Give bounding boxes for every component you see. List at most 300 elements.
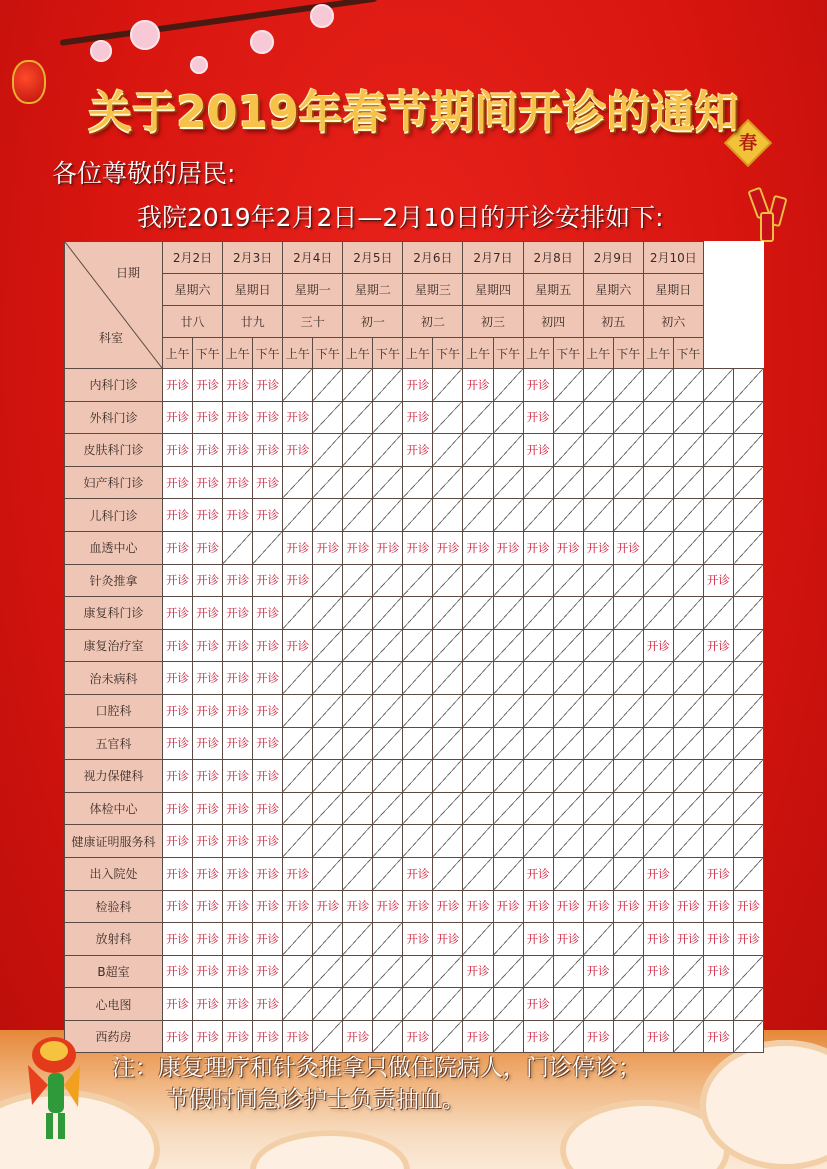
slot-open xyxy=(523,1020,553,1053)
slot-open xyxy=(193,597,223,630)
slot-closed xyxy=(613,955,643,988)
open-label: 开诊 xyxy=(226,475,250,490)
slot-closed xyxy=(703,597,733,630)
slot-closed xyxy=(433,662,463,695)
open-label: 开诊 xyxy=(256,703,280,718)
open-label: 开诊 xyxy=(616,899,640,914)
open-label: 开诊 xyxy=(226,801,250,816)
slot-open xyxy=(463,890,493,923)
table-row xyxy=(65,1020,764,1053)
slot-open xyxy=(373,890,403,923)
header-date: 2月3日 xyxy=(223,242,283,274)
open-label: 开诊 xyxy=(586,899,610,914)
slot-closed xyxy=(643,434,673,467)
slot-closed xyxy=(673,629,703,662)
slot-closed xyxy=(673,466,703,499)
header-date: 2月7日 xyxy=(463,242,523,274)
slot-closed xyxy=(553,825,583,858)
slot-closed xyxy=(643,662,673,695)
plum-flower-icon xyxy=(310,4,334,28)
slot-closed xyxy=(643,597,673,630)
table-row xyxy=(65,401,764,434)
table-row xyxy=(65,890,764,923)
table-row xyxy=(65,825,764,858)
slot-closed xyxy=(403,564,433,597)
slot-open xyxy=(193,499,223,532)
header-am: 上午 xyxy=(463,338,493,369)
slot-closed xyxy=(553,434,583,467)
slot-open xyxy=(343,531,373,564)
slot-closed xyxy=(493,727,523,760)
slot-closed xyxy=(343,694,373,727)
slot-closed xyxy=(283,955,313,988)
slot-open xyxy=(253,466,283,499)
slot-open xyxy=(193,662,223,695)
slot-closed xyxy=(643,531,673,564)
slot-closed xyxy=(583,857,613,890)
table-row xyxy=(65,564,764,597)
slot-closed xyxy=(403,792,433,825)
slot-closed xyxy=(703,727,733,760)
slot-closed xyxy=(493,466,523,499)
slot-closed xyxy=(583,923,613,956)
slot-closed xyxy=(553,792,583,825)
header-date: 2月2日 xyxy=(163,242,223,274)
department-name: 五官科 xyxy=(65,727,163,760)
slot-open xyxy=(463,955,493,988)
slot-closed xyxy=(733,662,763,695)
slot-closed xyxy=(733,531,763,564)
slot-closed xyxy=(673,369,703,402)
slot-open xyxy=(223,466,253,499)
open-label: 开诊 xyxy=(706,899,730,914)
slot-open xyxy=(223,760,253,793)
open-label: 开诊 xyxy=(526,377,550,392)
slot-closed xyxy=(613,1020,643,1053)
open-label: 开诊 xyxy=(256,1029,280,1044)
slot-closed xyxy=(703,466,733,499)
open-label: 开诊 xyxy=(286,866,310,881)
slot-closed xyxy=(283,694,313,727)
slot-open xyxy=(283,401,313,434)
slot-closed xyxy=(733,825,763,858)
header-date: 2月5日 xyxy=(343,242,403,274)
open-label: 开诊 xyxy=(526,899,550,914)
slot-open xyxy=(493,890,523,923)
slot-closed xyxy=(403,955,433,988)
table-row xyxy=(65,694,764,727)
slot-closed xyxy=(343,792,373,825)
open-label: 开诊 xyxy=(166,605,190,620)
department-name: 血透中心 xyxy=(65,531,163,564)
open-label: 开诊 xyxy=(166,442,190,457)
slot-closed xyxy=(313,434,343,467)
slot-open xyxy=(253,792,283,825)
open-label: 开诊 xyxy=(406,540,430,555)
slot-closed xyxy=(733,857,763,890)
slot-open xyxy=(313,890,343,923)
slot-open xyxy=(193,760,223,793)
slot-open xyxy=(283,564,313,597)
open-label: 开诊 xyxy=(196,638,220,653)
open-label: 开诊 xyxy=(196,703,220,718)
open-label: 开诊 xyxy=(256,573,280,588)
slot-open xyxy=(223,955,253,988)
open-label: 开诊 xyxy=(256,638,280,653)
slot-closed xyxy=(643,988,673,1021)
open-label: 开诊 xyxy=(556,931,580,946)
open-label: 开诊 xyxy=(316,899,340,914)
slot-closed xyxy=(703,792,733,825)
slot-closed xyxy=(343,369,373,402)
open-label: 开诊 xyxy=(166,736,190,751)
slot-closed xyxy=(553,564,583,597)
slot-open xyxy=(193,727,223,760)
slot-closed xyxy=(313,1020,343,1053)
slot-closed xyxy=(613,499,643,532)
table-row xyxy=(65,923,764,956)
slot-open xyxy=(253,369,283,402)
open-label: 开诊 xyxy=(226,508,250,523)
slot-closed xyxy=(553,662,583,695)
slot-open xyxy=(283,890,313,923)
slot-closed xyxy=(553,597,583,630)
slot-closed xyxy=(733,792,763,825)
slot-closed xyxy=(433,857,463,890)
slot-open xyxy=(403,923,433,956)
open-label: 开诊 xyxy=(406,866,430,881)
slot-open xyxy=(223,727,253,760)
slot-closed xyxy=(313,597,343,630)
open-label: 开诊 xyxy=(676,899,700,914)
open-label: 开诊 xyxy=(646,1029,670,1044)
header-date: 2月9日 xyxy=(583,242,643,274)
slot-closed xyxy=(613,369,643,402)
slot-open xyxy=(403,401,433,434)
slot-open xyxy=(613,890,643,923)
open-label: 开诊 xyxy=(226,573,250,588)
open-label: 开诊 xyxy=(706,964,730,979)
slot-closed xyxy=(403,629,433,662)
slot-closed xyxy=(703,401,733,434)
slot-closed xyxy=(313,923,343,956)
open-label: 开诊 xyxy=(166,573,190,588)
slot-closed xyxy=(433,466,463,499)
slot-open xyxy=(193,923,223,956)
slot-open xyxy=(193,564,223,597)
slot-closed xyxy=(313,760,343,793)
slot-closed xyxy=(583,466,613,499)
open-label: 开诊 xyxy=(166,997,190,1012)
header-am: 上午 xyxy=(283,338,313,369)
slot-closed xyxy=(433,988,463,1021)
open-label: 开诊 xyxy=(436,540,460,555)
slot-closed xyxy=(343,499,373,532)
department-name: 心电图 xyxy=(65,988,163,1021)
slot-closed xyxy=(553,369,583,402)
slot-closed xyxy=(343,662,373,695)
slot-closed xyxy=(493,369,523,402)
slot-open xyxy=(223,401,253,434)
slot-closed xyxy=(463,662,493,695)
slot-closed xyxy=(433,792,463,825)
slot-closed xyxy=(583,727,613,760)
slot-open xyxy=(703,1020,733,1053)
slot-closed xyxy=(523,466,553,499)
slot-open xyxy=(253,1020,283,1053)
department-name: 皮肤科门诊 xyxy=(65,434,163,467)
slot-open xyxy=(703,564,733,597)
department-name: 视力保健科 xyxy=(65,760,163,793)
slot-closed xyxy=(523,792,553,825)
open-label: 开诊 xyxy=(166,508,190,523)
open-label: 开诊 xyxy=(226,768,250,783)
slot-open xyxy=(283,531,313,564)
open-label: 开诊 xyxy=(286,1029,310,1044)
slot-open xyxy=(223,662,253,695)
open-label: 开诊 xyxy=(256,801,280,816)
slot-closed xyxy=(613,792,643,825)
slot-open xyxy=(403,434,433,467)
department-name: 体检中心 xyxy=(65,792,163,825)
open-label: 开诊 xyxy=(226,442,250,457)
slot-open xyxy=(583,1020,613,1053)
slot-closed xyxy=(523,597,553,630)
slot-closed xyxy=(583,499,613,532)
slot-closed xyxy=(493,760,523,793)
header-lunar-date: 初四 xyxy=(523,306,583,338)
open-label: 开诊 xyxy=(226,671,250,686)
slot-closed xyxy=(493,988,523,1021)
slot-closed xyxy=(313,727,343,760)
department-name: 西药房 xyxy=(65,1020,163,1053)
slot-open xyxy=(583,955,613,988)
slot-closed xyxy=(403,760,433,793)
slot-closed xyxy=(703,825,733,858)
slot-closed xyxy=(553,857,583,890)
open-label: 开诊 xyxy=(256,605,280,620)
slot-closed xyxy=(343,727,373,760)
slot-open xyxy=(163,694,193,727)
slot-open xyxy=(643,857,673,890)
open-label: 开诊 xyxy=(466,377,490,392)
slot-open xyxy=(163,499,193,532)
open-label: 开诊 xyxy=(196,573,220,588)
slot-open xyxy=(673,923,703,956)
slot-closed xyxy=(343,564,373,597)
slot-open xyxy=(193,531,223,564)
slot-closed xyxy=(313,369,343,402)
slot-open xyxy=(403,1020,433,1053)
slot-closed xyxy=(523,629,553,662)
slot-open xyxy=(253,825,283,858)
slot-closed xyxy=(673,662,703,695)
slot-closed xyxy=(673,1020,703,1053)
slot-closed xyxy=(733,369,763,402)
header-am: 上午 xyxy=(583,338,613,369)
slot-open xyxy=(163,1020,193,1053)
slot-closed xyxy=(673,434,703,467)
slot-closed xyxy=(733,760,763,793)
open-label: 开诊 xyxy=(196,1029,220,1044)
slot-closed xyxy=(283,792,313,825)
slot-open xyxy=(523,434,553,467)
open-label: 开诊 xyxy=(496,899,520,914)
department-name: 外科门诊 xyxy=(65,401,163,434)
poster-title: 关于2019年春节期间开诊的通知 xyxy=(88,87,739,138)
slot-open xyxy=(193,1020,223,1053)
open-label: 开诊 xyxy=(226,410,250,425)
slot-open xyxy=(493,531,523,564)
slot-closed xyxy=(493,597,523,630)
open-label: 开诊 xyxy=(286,442,310,457)
open-label: 开诊 xyxy=(286,638,310,653)
slot-open xyxy=(433,923,463,956)
table-row xyxy=(65,988,764,1021)
plum-flower-icon xyxy=(250,30,274,54)
slot-closed xyxy=(493,857,523,890)
open-label: 开诊 xyxy=(166,899,190,914)
header-am: 上午 xyxy=(403,338,433,369)
open-label: 开诊 xyxy=(556,540,580,555)
slot-closed xyxy=(493,792,523,825)
header-weekday: 星期一 xyxy=(283,274,343,306)
slot-closed xyxy=(733,597,763,630)
open-label: 开诊 xyxy=(526,931,550,946)
slot-closed xyxy=(493,825,523,858)
open-label: 开诊 xyxy=(346,540,370,555)
slot-open xyxy=(253,499,283,532)
open-label: 开诊 xyxy=(526,997,550,1012)
slot-open xyxy=(163,401,193,434)
slot-closed xyxy=(493,955,523,988)
slot-closed xyxy=(403,597,433,630)
slot-closed xyxy=(673,564,703,597)
open-label: 开诊 xyxy=(256,736,280,751)
open-label: 开诊 xyxy=(256,377,280,392)
department-name: 康复科门诊 xyxy=(65,597,163,630)
slot-closed xyxy=(463,401,493,434)
slot-open xyxy=(163,629,193,662)
slot-closed xyxy=(703,434,733,467)
open-label: 开诊 xyxy=(166,964,190,979)
header-lunar-date: 初一 xyxy=(343,306,403,338)
corner-dept-label: 科室 xyxy=(99,331,124,345)
table-row xyxy=(65,597,764,630)
open-label: 开诊 xyxy=(736,931,760,946)
header-pm: 下午 xyxy=(673,338,703,369)
slot-closed xyxy=(523,760,553,793)
open-label: 开诊 xyxy=(166,768,190,783)
open-label: 开诊 xyxy=(256,997,280,1012)
open-label: 开诊 xyxy=(436,899,460,914)
open-label: 开诊 xyxy=(256,671,280,686)
slot-open xyxy=(163,760,193,793)
header-weekday: 星期三 xyxy=(403,274,463,306)
slot-closed xyxy=(733,988,763,1021)
slot-open xyxy=(283,629,313,662)
table-row xyxy=(65,727,764,760)
slot-closed xyxy=(373,792,403,825)
slot-open xyxy=(163,923,193,956)
slot-closed xyxy=(493,499,523,532)
open-label: 开诊 xyxy=(346,899,370,914)
open-label: 开诊 xyxy=(616,540,640,555)
open-label: 开诊 xyxy=(436,931,460,946)
open-label: 开诊 xyxy=(196,834,220,849)
slot-open xyxy=(613,531,643,564)
slot-closed xyxy=(493,923,523,956)
slot-open xyxy=(283,857,313,890)
header-date: 2月6日 xyxy=(403,242,463,274)
open-label: 开诊 xyxy=(226,931,250,946)
slot-closed xyxy=(313,694,343,727)
slot-closed xyxy=(463,597,493,630)
slot-closed xyxy=(703,988,733,1021)
slot-open xyxy=(193,890,223,923)
slot-open xyxy=(193,825,223,858)
open-label: 开诊 xyxy=(196,442,220,457)
header-weekday: 星期四 xyxy=(463,274,523,306)
header-date: 2月10日 xyxy=(643,242,703,274)
header-am: 上午 xyxy=(163,338,193,369)
slot-open xyxy=(253,890,283,923)
open-label: 开诊 xyxy=(496,540,520,555)
slot-closed xyxy=(553,466,583,499)
slot-open xyxy=(523,531,553,564)
slot-closed xyxy=(643,369,673,402)
slot-closed xyxy=(433,955,463,988)
header-pm: 下午 xyxy=(373,338,403,369)
slot-open xyxy=(163,792,193,825)
slot-closed xyxy=(583,792,613,825)
slot-closed xyxy=(343,825,373,858)
slot-closed xyxy=(433,434,463,467)
slot-open xyxy=(703,923,733,956)
slot-closed xyxy=(373,662,403,695)
slot-open xyxy=(703,890,733,923)
footnote-line-1: 注：康复理疗和针灸推拿只做住院病人，门诊停诊； xyxy=(112,1055,641,1081)
slot-closed xyxy=(493,629,523,662)
slot-closed xyxy=(313,564,343,597)
slot-open xyxy=(343,890,373,923)
slot-closed xyxy=(283,988,313,1021)
slot-closed xyxy=(403,727,433,760)
open-label: 开诊 xyxy=(256,899,280,914)
open-label: 开诊 xyxy=(316,540,340,555)
header-pm: 下午 xyxy=(313,338,343,369)
slot-open xyxy=(403,890,433,923)
slot-open xyxy=(223,792,253,825)
header-weekday: 星期六 xyxy=(163,274,223,306)
slot-closed xyxy=(643,727,673,760)
slot-open xyxy=(523,369,553,402)
open-label: 开诊 xyxy=(526,866,550,881)
open-label: 开诊 xyxy=(676,931,700,946)
slot-closed xyxy=(373,629,403,662)
header-lunar-date: 廿八 xyxy=(163,306,223,338)
open-label: 开诊 xyxy=(226,605,250,620)
slot-open xyxy=(703,857,733,890)
greeting: 各位尊敬的居民: xyxy=(52,159,236,188)
open-label: 开诊 xyxy=(256,508,280,523)
slot-closed xyxy=(223,531,253,564)
slot-closed xyxy=(583,760,613,793)
lion-dance-illustration xyxy=(18,1025,96,1145)
slot-closed xyxy=(343,629,373,662)
header-lunar-date: 初三 xyxy=(463,306,523,338)
open-label: 开诊 xyxy=(166,410,190,425)
